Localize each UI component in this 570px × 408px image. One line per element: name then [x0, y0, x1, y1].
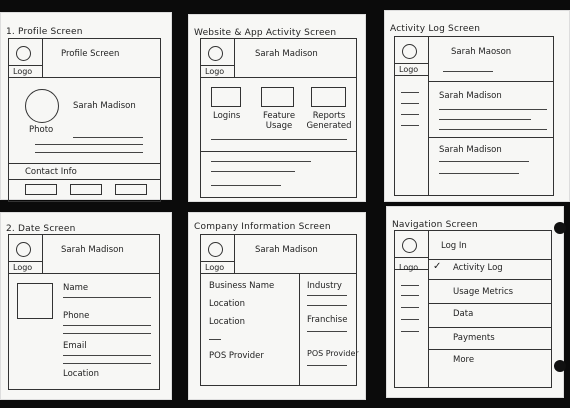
contact-info-label: Contact Info [25, 167, 77, 177]
photo-placeholder[interactable] [17, 283, 53, 319]
card-title: Company Information Screen [194, 222, 331, 232]
pos-provider-input[interactable] [307, 365, 347, 366]
reports-generated-tile[interactable] [311, 87, 346, 107]
field-name-input[interactable] [63, 297, 151, 298]
field-email-label: Email [63, 341, 87, 351]
card-navigation-screen [386, 206, 564, 398]
checkmark-icon: ✓ [433, 261, 442, 272]
log-entry-name-1: Sarah Maoson [451, 47, 512, 57]
logins-label: Logins [213, 111, 241, 121]
logo-circle [402, 44, 417, 59]
header-name: Sarah Madison [255, 49, 318, 59]
location-label-1: Location [209, 299, 245, 309]
feature-usage-label: Feature Usage [262, 111, 296, 131]
card-title: Website & App Activity Screen [194, 28, 337, 38]
profile-photo[interactable] [25, 89, 59, 123]
header-title: Profile Screen [61, 49, 120, 59]
field-phone-label: Phone [63, 311, 90, 321]
logo-circle [208, 242, 223, 257]
contact-button-2[interactable] [70, 184, 102, 195]
industry-label: Industry [307, 281, 342, 291]
screen-frame [200, 38, 357, 198]
menu-item-payments[interactable]: Payments [453, 333, 495, 343]
profile-name: Sarah Madison [73, 101, 136, 111]
pushpin-bottom [554, 360, 566, 372]
header-name: Sarah Madison [255, 245, 318, 255]
feature-usage-tile[interactable] [261, 87, 294, 107]
logo-circle [402, 238, 417, 253]
card-title: 2. Date Screen [6, 224, 76, 234]
field-name-label: Name [63, 283, 89, 293]
pos-provider-label-right: POS Provider [307, 349, 359, 358]
pushpin-top [554, 222, 566, 234]
logo-label: Logo [13, 67, 33, 76]
field-phone-input[interactable] [63, 325, 151, 326]
card-activity-log-screen [384, 10, 570, 202]
card-title: 1. Profile Screen [6, 27, 83, 37]
field-location-label: Location [63, 369, 99, 379]
log-entry-name-3: Sarah Madison [439, 145, 502, 155]
contact-button-1[interactable] [25, 184, 57, 195]
card-profile-screen [0, 12, 172, 200]
logo-label: Logo [205, 67, 225, 76]
logo-label: Logo [13, 263, 33, 272]
screen-frame [8, 234, 160, 390]
card-title: Activity Log Screen [390, 24, 481, 34]
photo-label: Photo [29, 125, 54, 135]
screen-frame [394, 36, 554, 196]
logo-circle [16, 46, 31, 61]
screen-frame [200, 234, 357, 386]
logins-tile[interactable] [211, 87, 241, 107]
franchise-label: Franchise [307, 315, 348, 325]
log-entry-name-2: Sarah Madison [439, 91, 502, 101]
logo-label: Logo [205, 263, 225, 272]
menu-item-activity-log[interactable]: Activity Log [453, 263, 503, 273]
franchise-input[interactable] [307, 331, 347, 332]
screen-frame [394, 230, 552, 388]
field-email-input[interactable] [63, 355, 151, 356]
logo-circle [208, 46, 223, 61]
card-title: Navigation Screen [392, 220, 478, 230]
reports-generated-label: Reports Generated [306, 111, 352, 131]
card-activity-screen [188, 14, 366, 202]
contact-button-3[interactable] [115, 184, 147, 195]
header-name: Sarah Madison [61, 245, 124, 255]
business-name-label: Business Name [209, 281, 275, 291]
logo-label: Logo [399, 263, 419, 272]
industry-input[interactable] [307, 295, 347, 296]
menu-item-log-in[interactable]: Log In [441, 241, 467, 251]
menu-item-more[interactable]: More [453, 355, 475, 365]
location-label-2: Location [209, 317, 245, 327]
menu-item-usage-metrics[interactable]: Usage Metrics [453, 287, 514, 297]
logo-label: Logo [399, 65, 419, 74]
pos-provider-label-left: POS Provider [209, 351, 264, 361]
menu-item-data[interactable]: Data [453, 309, 474, 319]
card-company-info-screen [188, 212, 366, 400]
screen-frame [8, 38, 161, 202]
logo-circle [16, 242, 31, 257]
card-date-screen [0, 212, 172, 400]
